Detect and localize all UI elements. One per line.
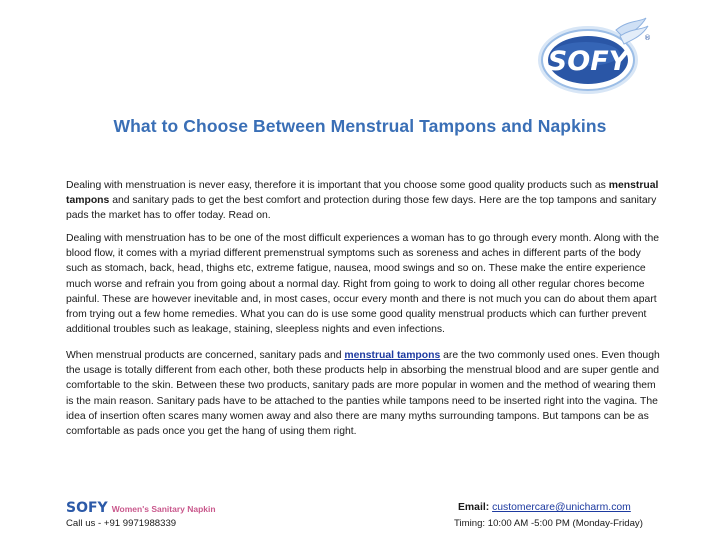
paragraph3-text-start: When menstrual products are concerned, sanitary pads and — [66, 350, 345, 361]
footer-email — [458, 502, 631, 513]
footer-brand-tagline: Women's Sanitary Napkin — [111, 504, 216, 514]
svg-text:®: ® — [644, 34, 651, 42]
sofy-logo — [528, 16, 658, 100]
intro-paragraph — [66, 178, 662, 224]
intro-text-end: and sanitary pads to get the best comfort and protection during those few days. Here are the top tampons and sanitary pads the market has to offer today. Read on. — [66, 195, 657, 222]
body-paragraph-3 — [66, 348, 662, 439]
paragraph3-text-end: are the two commonly used ones. Even though the usage is totally different from each other, both these products help in absorbing the menstrual blood and are super gentle and comfortable to the skin. Between these two products, sanitary pads are more popular in women and the method of wearing them is the main reason. Sanitary pads have to be attached to the panties while tampons need to be inserted right into the vagina. The idea of insertion often scares many women away and also there are many myths surrounding tampons. But tampons can be as comfortable as pads once you get the hang of using them right. — [66, 350, 660, 438]
intro-bold-term: menstrual tampons — [66, 180, 659, 207]
email-link[interactable]: customercare@unicharm.com — [492, 502, 631, 513]
email-label: Email: — [458, 502, 490, 513]
body-paragraph-2: Dealing with menstruation has to be one of the most difficult experiences a woman has to go through every month. Along with the blood flow, it comes with a myriad different premenstrual symptoms such as soreness and aches in different parts of the body such as stomach, back, head, thighs etc, extreme fatigue, nausea, mood swings and so on. These make the entire experience much worse and refrain you from going about a normal day. Right from going to work to doing all other regular chores become painful. These are however inevitable and, in most cases, occur every month and there is not much you can do about them apart from trying out a few home remedies. What you can do is use some good quality menstrual products which can further prevent additional troubles such as leakage, staining, sleepless nights and even infections. — [66, 233, 659, 336]
footer-phone: Call us - +91 9971988339 — [66, 518, 177, 529]
footer-brand-name: SOFY — [66, 500, 108, 516]
intro-text-start: Dealing with menstruation is never easy, therefore it is important that you choose some good quality products such as — [66, 180, 609, 191]
footer-brand — [66, 499, 216, 517]
svg-text:SOFY: SOFY — [547, 46, 629, 77]
sofy-logo-icon — [528, 16, 658, 100]
page-title: What to Choose Between Menstrual Tampons and Napkins — [113, 116, 607, 136]
footer-timing: Timing: 10:00 AM -5:00 PM (Monday-Friday) — [454, 518, 643, 529]
menstrual-tampons-link[interactable]: menstrual tampons — [344, 350, 441, 361]
